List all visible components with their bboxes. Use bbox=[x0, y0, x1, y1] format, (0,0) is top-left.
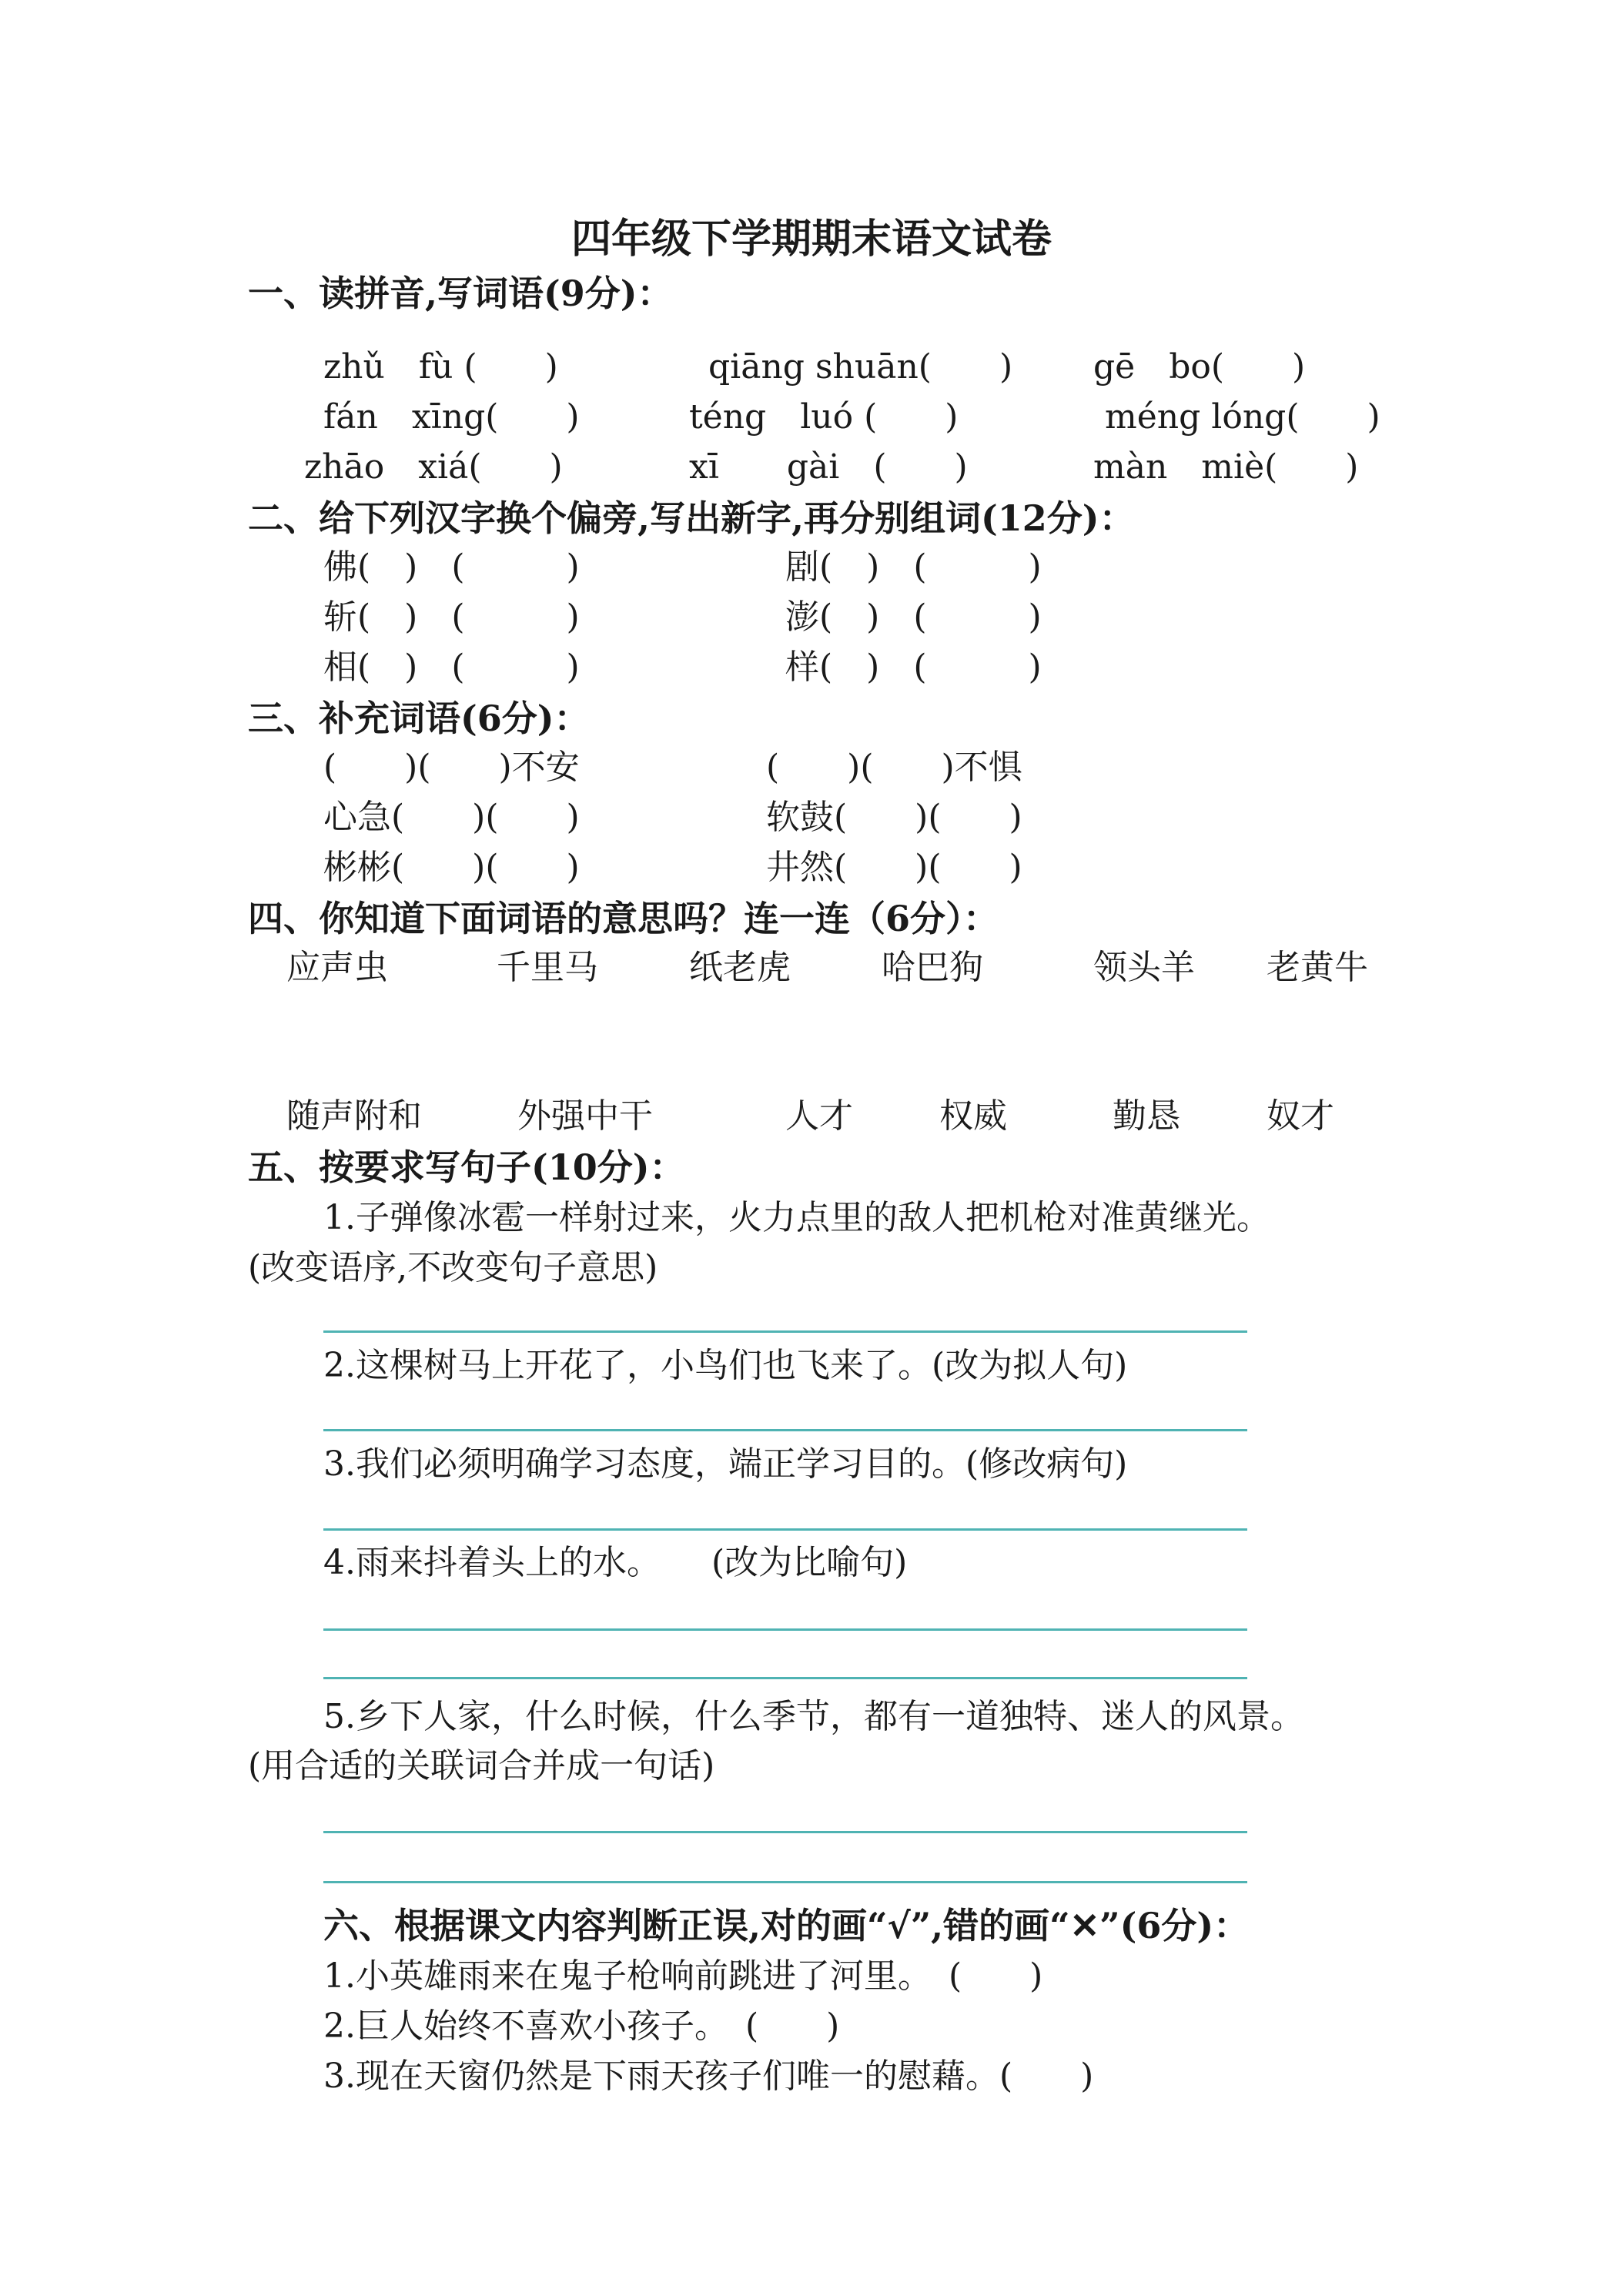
radical-item: 斩( ) ( ) bbox=[323, 597, 580, 637]
judgement-item: 2.巨人始终不喜欢小孩子。 ( ) bbox=[323, 2006, 840, 2046]
radical-item: 佛( ) ( ) bbox=[323, 547, 580, 587]
answer-line[interactable] bbox=[323, 1677, 1247, 1679]
pinyin-item: xī gài ( ) bbox=[689, 447, 968, 487]
answer-line[interactable] bbox=[323, 1330, 1247, 1333]
section-4-heading: 四、你知道下面词语的意思吗？连一连（6分）： bbox=[248, 898, 999, 939]
answer-line[interactable] bbox=[323, 1831, 1247, 1833]
sentence-question: 3.我们必须明确学习态度，端正学习目的。(修改病句) bbox=[323, 1444, 1128, 1484]
match-word-top: 应声虫 bbox=[286, 948, 388, 987]
sentence-question: 5.乡下人家，什么时候，什么季节，都有一道独特、迷人的风景。 bbox=[323, 1697, 1304, 1736]
match-word-bottom: 勤恳 bbox=[1113, 1096, 1180, 1136]
pinyin-item: gē bo( ) bbox=[1093, 347, 1306, 387]
sentence-instruction: (用合适的关联词合并成一句话) bbox=[248, 1746, 715, 1786]
match-word-top: 纸老虎 bbox=[689, 948, 791, 987]
sentence-question: 2.这棵树马上开花了，小鸟们也飞来了。(改为拟人句) bbox=[323, 1346, 1128, 1385]
match-word-top: 哈巴狗 bbox=[882, 948, 983, 987]
idiom-item: 心急( )( ) bbox=[323, 798, 580, 837]
match-word-bottom: 外强中干 bbox=[517, 1096, 653, 1136]
pinyin-item: zhǔ fù ( ) bbox=[323, 347, 558, 387]
section-6-heading: 六、根据课文内容判断正误,对的画“√”,错的画“✕”(6分)： bbox=[323, 1905, 1250, 1946]
section-5-heading: 五、按要求写句子(10分)： bbox=[248, 1146, 685, 1188]
match-word-top: 领头羊 bbox=[1093, 948, 1195, 987]
section-3-heading: 三、补充词语(6分)： bbox=[248, 698, 590, 739]
idiom-item: ( )( )不安 bbox=[323, 748, 580, 787]
answer-line[interactable] bbox=[323, 1881, 1247, 1883]
match-word-bottom: 奴才 bbox=[1267, 1096, 1334, 1136]
idiom-item: 彬彬( )( ) bbox=[323, 848, 580, 887]
judgement-item: 1.小英雄雨来在鬼子枪响前跳进了河里。 ( ) bbox=[323, 1956, 1043, 1996]
answer-line[interactable] bbox=[323, 1429, 1247, 1431]
sentence-instruction: (改变语序,不改变句子意思) bbox=[248, 1248, 658, 1287]
match-word-top: 千里马 bbox=[497, 948, 598, 987]
answer-line[interactable] bbox=[323, 1528, 1247, 1531]
section-1-heading: 一、读拼音,写词语(9分)： bbox=[248, 273, 673, 314]
radical-item: 剧( ) ( ) bbox=[785, 547, 1042, 587]
pinyin-item: màn miè( ) bbox=[1093, 447, 1359, 487]
pinyin-item: qiāng shuān( ) bbox=[708, 347, 1013, 387]
match-word-top: 老黄牛 bbox=[1267, 948, 1368, 987]
match-word-bottom: 随声附和 bbox=[286, 1096, 422, 1136]
sentence-question: 4.雨来抖着头上的水。 (改为比喻句) bbox=[323, 1543, 908, 1582]
section-2-heading: 二、给下列汉字换个偏旁,写出新字,再分别组词(12分)： bbox=[248, 497, 1135, 539]
radical-item: 澎( ) ( ) bbox=[785, 597, 1042, 637]
sentence-question: 1.子弹像冰雹一样射过来，火力点里的敌人把机枪对准黄继光。 bbox=[323, 1198, 1270, 1237]
idiom-item: ( )( )不惧 bbox=[766, 748, 1022, 787]
radical-item: 相( ) ( ) bbox=[323, 648, 580, 687]
pinyin-item: zhāo xiá( ) bbox=[304, 447, 563, 487]
radical-item: 样( ) ( ) bbox=[785, 648, 1042, 687]
pinyin-item: téng luó ( ) bbox=[689, 397, 959, 437]
match-word-bottom: 权威 bbox=[939, 1096, 1007, 1136]
idiom-item: 井然( )( ) bbox=[766, 848, 1022, 887]
exam-title: 四年级下学期期末语文试卷 bbox=[571, 216, 1052, 263]
answer-line[interactable] bbox=[323, 1628, 1247, 1631]
pinyin-item: fán xīng( ) bbox=[323, 397, 580, 437]
judgement-item: 3.现在天窗仍然是下雨天孩子们唯一的慰藉。( ) bbox=[323, 2057, 1094, 2096]
idiom-item: 软鼓( )( ) bbox=[766, 798, 1022, 837]
pinyin-item: méng lóng( ) bbox=[1105, 397, 1380, 437]
match-word-bottom: 人才 bbox=[785, 1096, 853, 1136]
